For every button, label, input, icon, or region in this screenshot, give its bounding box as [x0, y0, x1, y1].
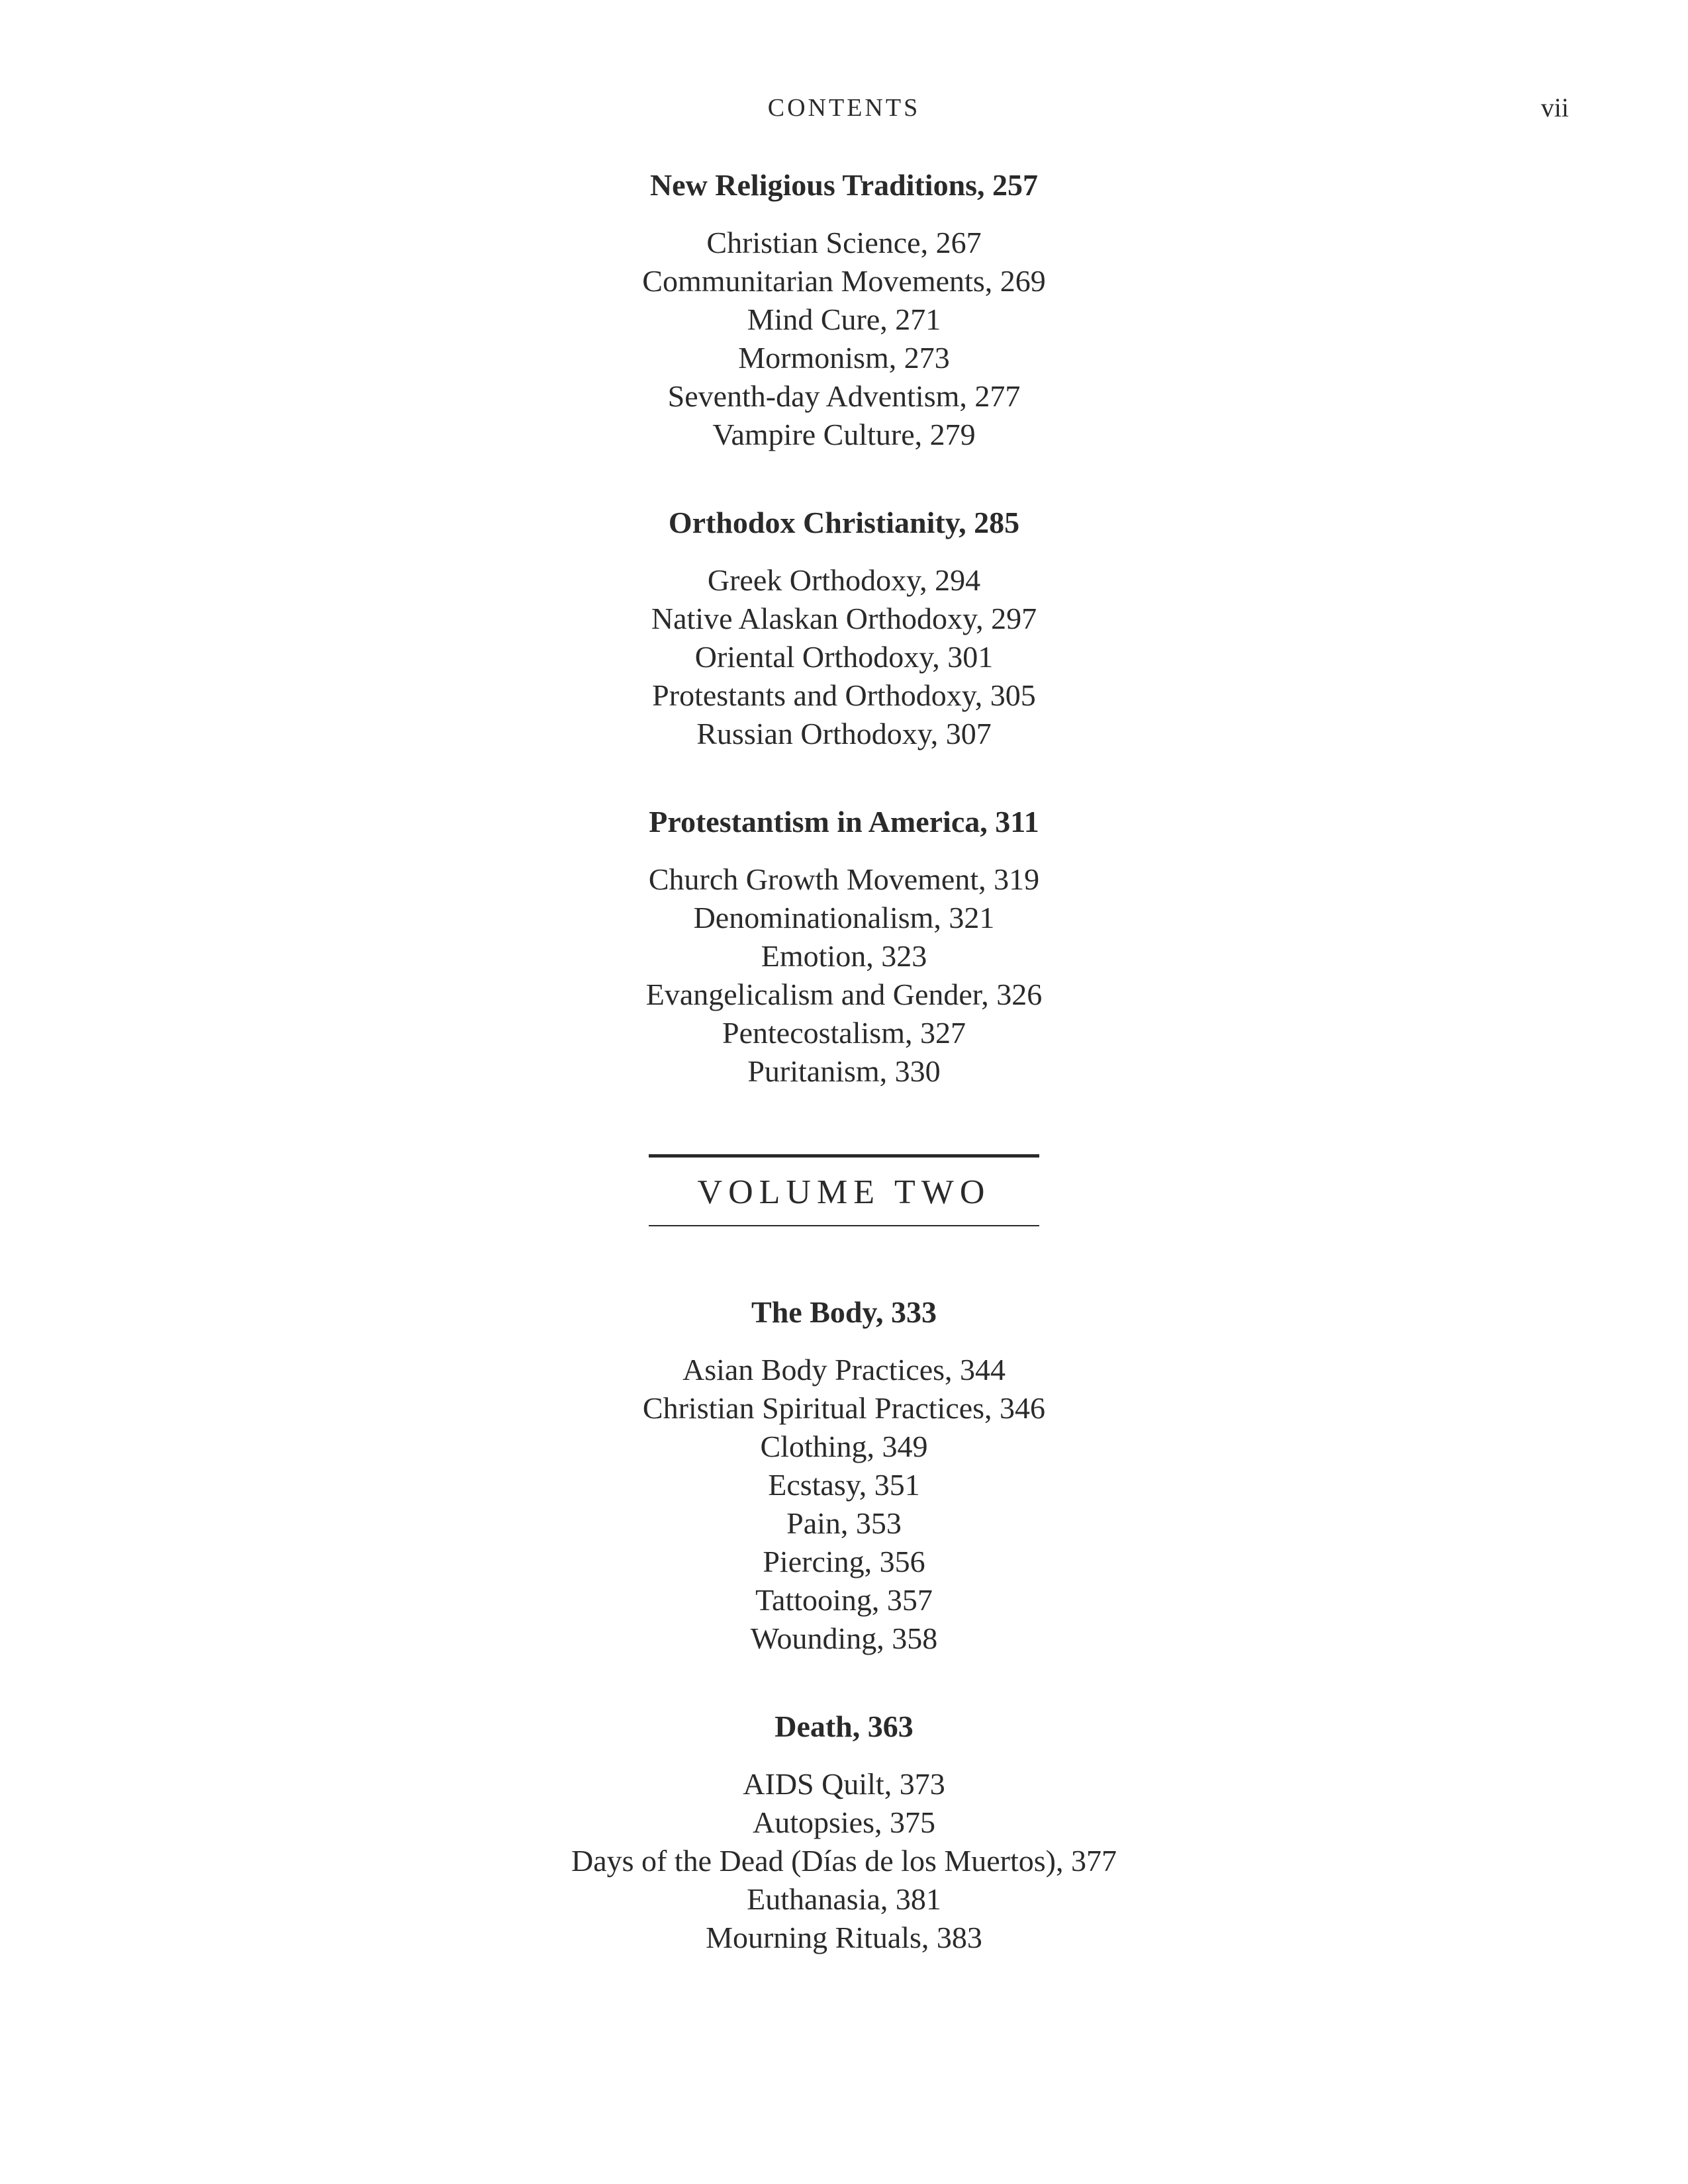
toc-entry: Russian Orthodoxy, 307 [696, 717, 992, 751]
running-head: CONTENTS [767, 94, 921, 122]
toc-entry: Communitarian Movements, 269 [642, 264, 1046, 298]
toc-section [0, 1707, 1688, 1957]
section-title: The Body, 333 [751, 1295, 937, 1329]
toc-section [0, 165, 1688, 454]
section-title: Death, 363 [774, 1709, 914, 1743]
toc-entry: Asian Body Practices, 344 [682, 1353, 1006, 1387]
toc-entry: Seventh-day Adventism, 277 [667, 379, 1021, 413]
section-title: Orthodox Christianity, 285 [668, 506, 1020, 539]
toc-entry: AIDS Quilt, 373 [743, 1767, 945, 1801]
toc-entry: Piercing, 356 [763, 1545, 925, 1578]
toc-entry: Greek Orthodoxy, 294 [707, 563, 981, 597]
toc-entry: Clothing, 349 [760, 1430, 928, 1463]
toc-entry: Pentecostalism, 327 [722, 1016, 966, 1050]
volume-divider [649, 1154, 1039, 1226]
toc-entry: Autopsies, 375 [753, 1805, 935, 1839]
toc-entry: Church Growth Movement, 319 [648, 862, 1040, 896]
toc-entry: Christian Science, 267 [706, 226, 982, 259]
toc-entry: Vampire Culture, 279 [712, 418, 976, 451]
table-of-contents [0, 165, 1688, 1957]
toc-entry: Denominationalism, 321 [693, 901, 995, 934]
volume-label: VOLUME TWO [697, 1173, 991, 1211]
toc-entry: Native Alaskan Orthodoxy, 297 [651, 602, 1037, 635]
section-title: Protestantism in America, 311 [649, 805, 1039, 839]
toc-section [0, 802, 1688, 1091]
toc-entry: Euthanasia, 381 [747, 1882, 941, 1916]
page-number: vii [1540, 93, 1569, 122]
section-title: New Religious Traditions, 257 [649, 168, 1039, 202]
toc-entry: Oriental Orthodoxy, 301 [694, 640, 994, 674]
toc-entry: Mourning Rituals, 383 [706, 1921, 982, 1954]
toc-entry: Ecstasy, 351 [768, 1468, 920, 1502]
toc-entry: Puritanism, 330 [747, 1054, 941, 1088]
toc-section [0, 503, 1688, 753]
toc-entry: Mormonism, 273 [738, 341, 950, 375]
toc-section [0, 1293, 1688, 1658]
toc-entry: Evangelicalism and Gender, 326 [645, 978, 1043, 1011]
toc-entry: Emotion, 323 [761, 939, 927, 973]
toc-entry: Wounding, 358 [750, 1621, 938, 1655]
toc-entry: Pain, 353 [786, 1506, 902, 1540]
toc-entry: Days of the Dead (Días de los Muertos), 377 [571, 1844, 1117, 1878]
toc-entry: Tattooing, 357 [755, 1583, 933, 1617]
toc-entry: Christian Spiritual Practices, 346 [642, 1391, 1046, 1425]
toc-entry: Protestants and Orthodoxy, 305 [652, 678, 1036, 712]
toc-entry: Mind Cure, 271 [747, 302, 941, 336]
